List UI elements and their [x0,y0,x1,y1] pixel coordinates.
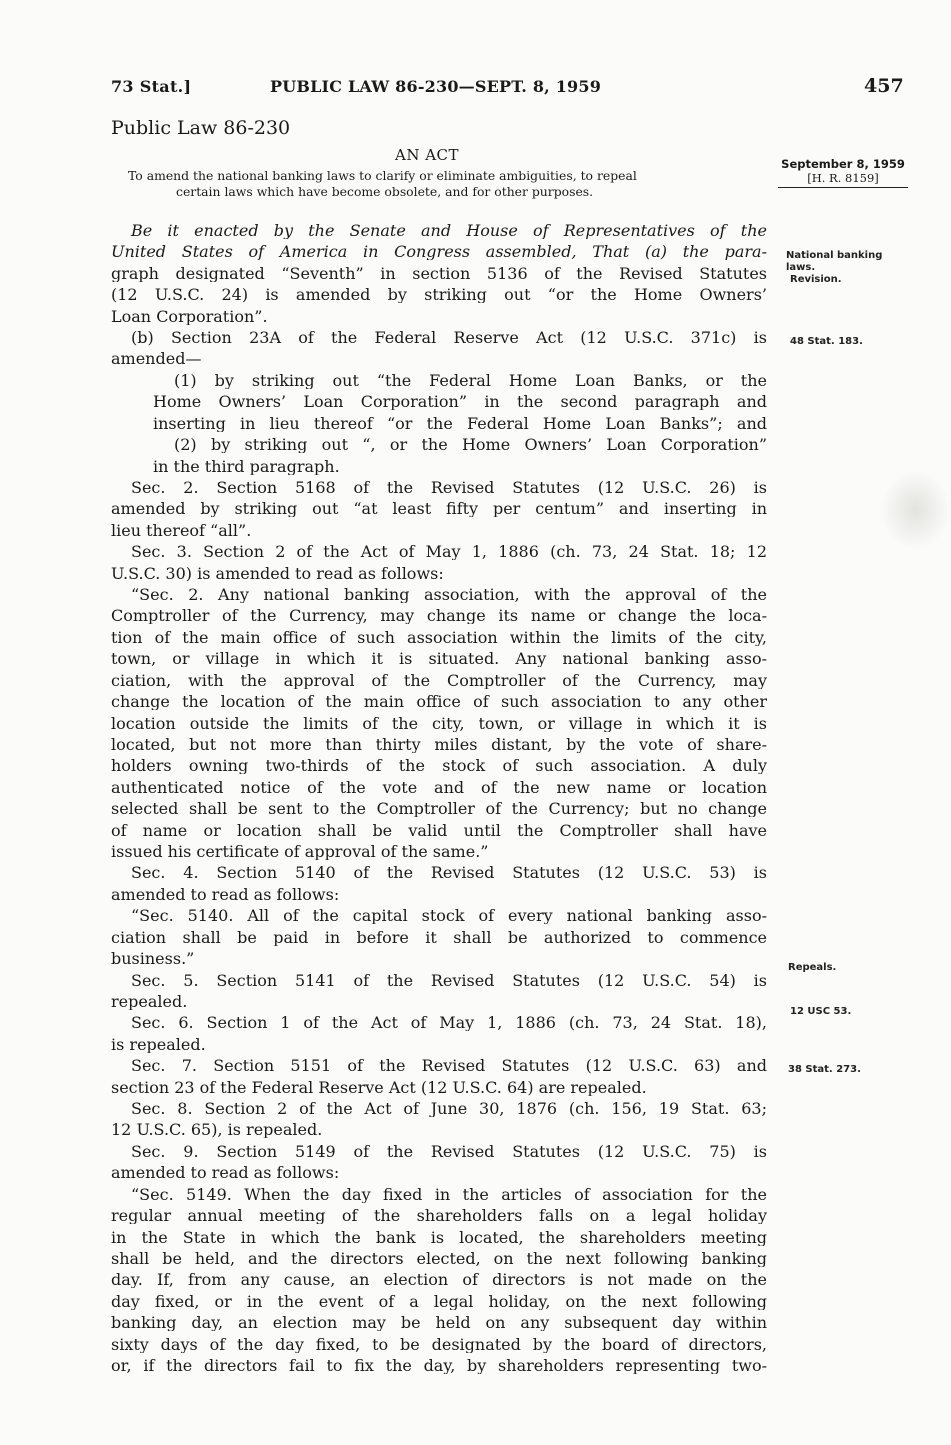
bill-number: [H. R. 8159] [778,171,908,188]
body-line: of name or location shall be valid until the Comptroller shall have [111,822,767,839]
body-line: change the location of the main office of such association to any other [111,693,767,710]
body-line: section 23 of the Federal Reserve Act (12 U.S.C. 64) are repealed. [111,1079,647,1096]
body-line: or, if the directors fail to fix the day, by shareholders representing two- [111,1357,767,1374]
body-line: repealed. [111,993,188,1010]
enactment-date: September 8, 1959 [781,157,905,171]
body-line: “Sec. 2. Any national banking association, with the approval of the [131,586,767,603]
margin-note-stat-183: 48 Stat. 183. [790,336,863,347]
purpose-line: To amend the national banking laws to clarify or eliminate ambiguities, to repeal [128,168,637,183]
body-line: amended by striking out “at least fifty per centum” and inserting in [111,500,767,517]
body-line: location outside the limits of the city, town, or village in which it is [111,715,767,732]
body-line: Sec. 4. Section 5140 of the Revised Statutes (12 U.S.C. 53) is [131,864,767,881]
body-line: United States of America in Congress assembled, That (a) the para- [111,243,767,260]
body-line: authenticated notice of the vote and of the new name or location [111,779,767,796]
body-line: Sec. 8. Section 2 of the Act of June 30, 1876 (ch. 156, 19 Stat. 63; [131,1100,767,1117]
body-line: Be it enacted by the Senate and House of Representatives of the [131,222,767,239]
body-line: holders owning two-thirds of the stock of such association. A duly [111,757,767,774]
body-line: amended to read as follows: [111,886,340,903]
body-line: amended to read as follows: [111,1164,340,1181]
body-line: ciation, with the approval of the Comptroller of the Currency, may [111,672,767,689]
body-line: “Sec. 5149. When the day fixed in the articles of association for the [131,1186,767,1203]
body-line: (2) by striking out “, or the Home Owners’ Loan Corporation” [174,436,767,453]
running-header: PUBLIC LAW 86-230—SEPT. 8, 1959 [270,77,602,96]
margin-note-repeals: Repeals. [788,962,837,973]
enactment-date-block [778,157,908,188]
body-line: inserting in lieu thereof “or the Federal Home Loan Banks”; and [153,415,767,432]
volume-reference: 73 Stat.] [111,77,192,96]
body-line: town, or village in which it is situated. Any national banking asso- [111,650,767,667]
body-line: Sec. 5. Section 5141 of the Revised Statutes (12 U.S.C. 54) is [131,972,767,989]
body-line: U.S.C. 30) is amended to read as follows: [111,565,444,582]
body-line: Sec. 2. Section 5168 of the Revised Statutes (12 U.S.C. 26) is [131,479,767,496]
body-line: Sec. 3. Section 2 of the Act of May 1, 1886 (ch. 73, 24 Stat. 18; 12 [131,543,767,560]
body-line: Sec. 6. Section 1 of the Act of May 1, 1886 (ch. 73, 24 Stat. 18), [131,1014,767,1031]
body-line: business.” [111,950,195,967]
body-line: banking day, an election may be held on any subsequent day within [111,1314,767,1331]
body-line: 12 U.S.C. 65), is repealed. [111,1121,323,1138]
body-line: Sec. 9. Section 5149 of the Revised Statutes (12 U.S.C. 75) is [131,1143,767,1160]
body-line: graph designated “Seventh” in section 5136 of the Revised Statutes [111,265,767,282]
law-title: Public Law 86-230 [111,117,291,139]
body-line: lieu thereof “all”. [111,522,252,539]
body-line: in the third paragraph. [153,458,340,475]
body-line: regular annual meeting of the shareholders falls on a legal holiday [111,1207,767,1224]
body-line: is repealed. [111,1036,206,1053]
body-line: amended— [111,350,202,367]
body-line: (b) Section 23A of the Federal Reserve Act (12 U.S.C. 371c) is [131,329,767,346]
body-line: Comptroller of the Currency, may change its name or change the loca- [111,607,767,624]
body-line: “Sec. 5140. All of the capital stock of every national banking asso- [131,907,767,924]
body-line: (1) by striking out “the Federal Home Loan Banks, or the [174,372,767,389]
margin-note-12-usc-53: 12 USC 53. [790,1006,852,1017]
body-line: sixty days of the day fixed, to be designated by the board of directors, [111,1336,767,1353]
body-line: issued his certificate of approval of the same.” [111,843,489,860]
body-line: day. If, from any cause, an election of directors is not made on the [111,1271,767,1288]
body-line: located, but not more than thirty miles distant, by the vote of share- [111,736,767,753]
body-line: ciation shall be paid in before it shall be authorized to commence [111,929,767,946]
body-line: (12 U.S.C. 24) is amended by striking out “or the Home Owners’ [111,286,767,303]
margin-note-national-banking: National banking laws. [786,250,883,273]
body-line: shall be held, and the directors elected, on the next following banking [111,1250,767,1267]
purpose-line: certain laws which have become obsolete, and for other purposes. [176,184,594,199]
act-purpose [128,168,768,200]
margin-note-revision: Revision. [790,274,842,285]
body-line: Sec. 7. Section 5151 of the Revised Statutes (12 U.S.C. 63) and [131,1057,767,1074]
margin-note-38-stat-273: 38 Stat. 273. [788,1064,861,1075]
body-line: tion of the main office of such association within the limits of the city, [111,629,767,646]
page-number: 457 [864,75,904,97]
body-line: selected shall be sent to the Comptroller of the Currency; but no change [111,800,767,817]
body-line: in the State in which the bank is located, the shareholders meeting [111,1229,767,1246]
act-label: AN ACT [395,146,460,164]
body-line: day fixed, or in the event of a legal holiday, on the next following [111,1293,767,1310]
body-line: Home Owners’ Loan Corporation” in the second paragraph and [153,393,767,410]
scan-shadow [880,470,951,550]
body-line: Loan Corporation”. [111,308,268,325]
